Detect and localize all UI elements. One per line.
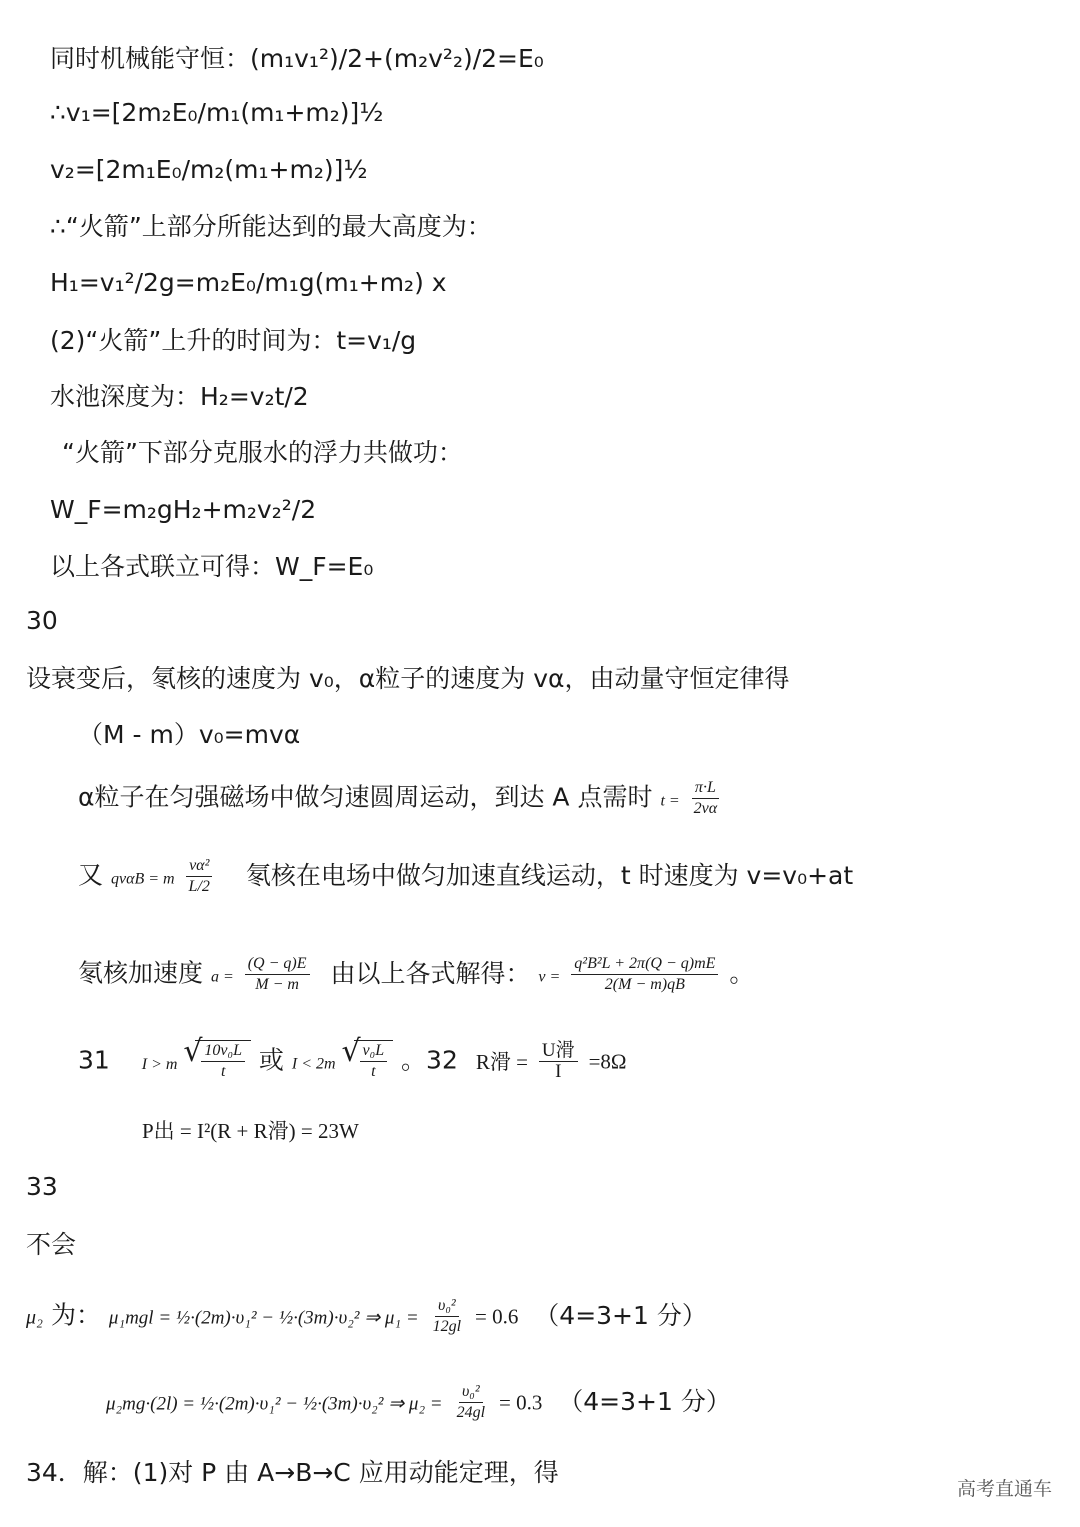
formula-i1-fraction (201, 1041, 245, 1082)
formula-r-result: =8Ω (588, 1049, 627, 1074)
text-line: 设衰变后，氡核的速度为 v₀，α粒子的速度为 vα，由动量守恒定律得 (26, 664, 790, 693)
fraction-numerator: υ₀² (459, 1382, 483, 1403)
formula-power: P出 = I²(R + R滑) = 23W (142, 1119, 359, 1143)
fraction-denominator: 12gl (432, 1318, 462, 1335)
fraction-numerator: √ 10v₀L (201, 1041, 245, 1062)
text-segment: 。32 (401, 1045, 458, 1075)
formula-i2-lhs: I < 2m (291, 1055, 336, 1073)
formula-mu1-fraction (430, 1296, 464, 1337)
formula-t-lhs: t = (660, 792, 680, 810)
fraction-numerator: vα² (186, 856, 212, 877)
text-segment: 为： (50, 1300, 101, 1330)
formula-i2-fraction (360, 1041, 388, 1082)
text-segment: 或 (258, 1045, 284, 1075)
formula-line-31-32 (78, 1040, 627, 1082)
text-line: “火箭”下部分克服水的浮力共做功： (62, 438, 463, 467)
text-line: 同时机械能守恒：(m₁v₁²)/2+(m₂v²₂)/2=E₀ (50, 44, 544, 73)
fraction-denominator: 2vα (693, 800, 718, 817)
formula-line-a: 氡核加速度 a = $\frac{(Q - q)E}{M - m}$ 由以上各式解得： v = $\frac{\text{q²B²L + 2π(Q − q)mE}}{2(M - m)qB}$ 。 (78, 955, 755, 993)
fraction-denominator: t (220, 1063, 226, 1080)
formula-mu2-result: = 0.3 (498, 1390, 543, 1415)
text-segment: 氡核加速度 (78, 958, 204, 988)
formula-a-lhs: a = (210, 968, 234, 986)
question-number: 31 (78, 1045, 110, 1075)
text-line: 不会 (26, 1230, 77, 1259)
sqrt-radical (195, 1040, 251, 1082)
formula-line-mu1 (26, 1296, 707, 1337)
formula-v-lhs: v = (538, 968, 561, 986)
fraction-numerator: (Q − q)E (245, 954, 310, 975)
fraction-denominator: t (371, 1063, 376, 1080)
formula-mu2-symbol: μ₂ (26, 1306, 43, 1329)
text-line: ∴v₁=[2m₂E₀/m₁(m₁+m₂)]½ (50, 98, 384, 127)
fraction-denominator: M − m (255, 976, 299, 993)
fraction-numerator: U滑 (539, 1041, 578, 1062)
text-segment: 氡核在电场中做匀加速直线运动，t 时速度为 v=v₀+at (245, 860, 854, 890)
formula-i1-lhs: I > m (141, 1055, 178, 1073)
formula-a-fraction (245, 954, 310, 995)
text-line: 34．解：(1)对 P 由 A→B→C 应用动能定理，得 (26, 1458, 559, 1487)
sqrt-radical (354, 1040, 394, 1082)
text-line: (2)“火箭”上升的时间为：t=v₁/g (50, 326, 417, 355)
formula-line-t (78, 778, 723, 819)
fraction-numerator: υ₀² (435, 1296, 459, 1317)
formula-mu2-fraction (454, 1382, 488, 1423)
formula-v-fraction (571, 954, 718, 995)
score-note: （4=3+1 分） (558, 1386, 731, 1416)
formula-q-lhs: qvαB = m (110, 870, 175, 888)
text-line: ∴“火箭”上部分所能达到的最大高度为： (50, 212, 492, 241)
text-line: 以上各式联立可得：W_F=E₀ (50, 552, 374, 581)
fraction-denominator: 24gl (456, 1404, 486, 1421)
fraction-denominator: L/2 (188, 878, 210, 895)
text-segment: 又 (78, 860, 104, 890)
text-segment: 由以上各式解得： (330, 958, 531, 988)
formula-mu1-equation: μ₁mgl = ½·(2m)·υ₁² − ½·(3m)·υ₂² ⇒ μ₁ = (108, 1307, 419, 1329)
formula-line-mu2 (106, 1382, 731, 1423)
text-segment: α粒子在匀强磁场中做匀速圆周运动，到达 A 点需时 (78, 782, 653, 812)
fraction-numerator: π·L (692, 778, 719, 799)
text-line: W_F=m₂gH₂+m₂v₂²/2 (50, 495, 317, 524)
question-number: 30 (26, 606, 58, 635)
fraction-denominator: 2(M − m)qB (604, 976, 685, 993)
text-line: H₁=v₁²/2g=m₂E₀/m₁g(m₁+m₂) x (50, 268, 447, 297)
formula-t-fraction (691, 778, 721, 819)
text-line: （M - m）v₀=mvα (78, 720, 301, 749)
formula-r-lhs: R滑 = (475, 1049, 528, 1074)
fraction-numerator: √ v₀L (360, 1041, 388, 1062)
formula-mu1-result: = 0.6 (475, 1304, 519, 1329)
watermark: 高考直通车 (956, 1478, 1052, 1500)
text-line: v₂=[2m₁E₀/m₂(m₁+m₂)]½ (50, 155, 368, 184)
text-line: 水池深度为：H₂=v₂t/2 (50, 382, 309, 411)
fraction-denominator: I (555, 1061, 562, 1082)
formula-line-q (78, 856, 853, 897)
score-note: （4=3+1 分） (534, 1300, 707, 1330)
fraction-numerator: q²B²L + 2π(Q − q)mE (571, 954, 718, 975)
formula-r-fraction (539, 1041, 578, 1082)
question-number: 33 (26, 1172, 58, 1201)
formula-q-fraction (186, 856, 213, 897)
formula-mu2-equation: μ₂mg·(2l) = ½·(2m)·υ₁² − ½·(3m)·υ₂² ⇒ μ₂ = (106, 1393, 443, 1415)
